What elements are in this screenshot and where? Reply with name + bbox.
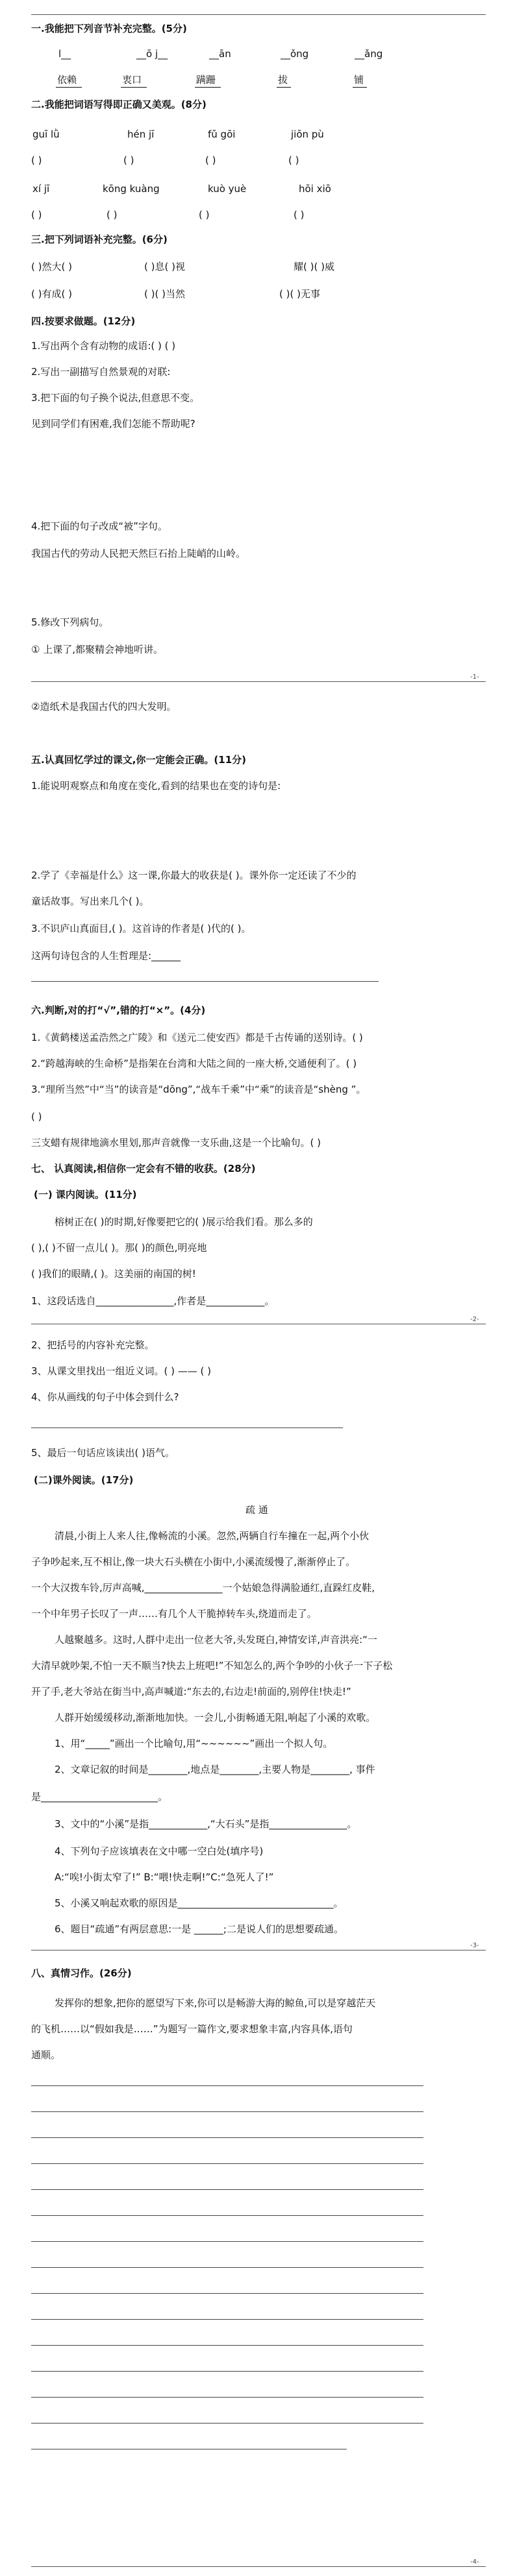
word-3: 蹒跚 (196, 74, 216, 86)
s7-sub2: (二)课外阅读。(17分) (34, 1474, 134, 1486)
idiom-row1-3: 耀( )( )威 (294, 261, 334, 273)
s7-o4-options: A:“唉!小街太窄了!” B:“喂!快走啊!”C:“急死人了!” (55, 1871, 274, 1883)
word-5: 铺 (354, 74, 364, 86)
pinyin-1: l__ (58, 48, 71, 60)
s4-q4-sentence: 我国古代的劳动人民把天然巨石抬上陡峭的山岭。 (31, 548, 246, 559)
section-2-title: 二.我能把词语写得即正确又美观。(8分) (31, 99, 207, 110)
paren-row1-3: ( ) (205, 154, 216, 166)
section-5-title: 五.认真回忆学过的课文,你一定能会正确。(11分) (31, 754, 246, 766)
writing-line[interactable] (31, 2423, 423, 2424)
writing-line[interactable] (31, 2215, 423, 2216)
pinyin-5: __ǎng (355, 48, 383, 60)
word-1: 依赖 (57, 74, 77, 86)
s8-prompt-3: 通顺。 (31, 2049, 61, 2061)
s4-q5: 5.修改下列病句。 (31, 616, 109, 628)
story-line-4: 一个中年男子长叹了一声……有几个人干脆掉转车头,绕道而走了。 (31, 1608, 317, 1620)
s4-q4: 4.把下面的句子改成“被”字句。 (31, 520, 168, 532)
pinyin-row2-4: hōi xiō (299, 183, 331, 195)
paren-row2-2: ( ) (107, 209, 118, 221)
s5-q2b: 童话故事。写出来几个( )。 (31, 895, 149, 907)
pinyin-2: __ō j__ (136, 48, 168, 60)
story-line-7: 开了手,老大爷站在街当中,高声喊道:“东去的,右边走!前面的,别停住!快走!” (31, 1686, 351, 1697)
s6-q3a: 3.“理所当然”中“当”的读音是“dōng”,“战车千乘”中“乘”的读音是“shèng ”。 (31, 1084, 366, 1095)
paren-row1-1: ( ) (31, 154, 42, 166)
section-3-title: 三.把下列词语补充完整。(6分) (31, 234, 168, 245)
s7-q4: 4、你从画线的句子中体会到什么? (31, 1391, 179, 1403)
section-4-title: 四.按要求做题。(12分) (31, 315, 136, 327)
s7-o6: 6、题目“疏通”有两层意思:一是 ______;二是说人们的思想要疏通。 (55, 1923, 344, 1935)
s4-q3-sentence: 见到同学们有困难,我们怎能不帮助呢? (31, 418, 195, 430)
s6-q4: 三支蜡有规律地滴水里划,那声音就像一支乐曲,这是一个比喻句。( ) (31, 1137, 321, 1148)
pinyin-row1-4: jiōn pù (291, 128, 324, 140)
story-line-6: 大清早就吵架,不怕一天不顺当?快去上班吧!”不知怎么的,两个争吵的小伙子一下子松 (31, 1660, 393, 1671)
page-rule-1 (31, 681, 486, 682)
story-line-3: 一个大汉拨车铃,厉声高喊,________________一个姑娘急得满脸通红,直跺红皮鞋, (31, 1582, 375, 1594)
s7-q3: 3、从课文里找出一组近义词。( ) —— ( ) (31, 1365, 212, 1377)
s7-o2: 2、文章记叙的时间是________,地点是________,主要人物是________, 事件 (55, 1764, 375, 1775)
top-rule (31, 14, 486, 15)
s6-q3b: ( ) (31, 1111, 42, 1123)
story-title: 疏 通 (245, 1504, 268, 1516)
pinyin-row1-2: hén jī (127, 128, 155, 140)
s7-q1: 1、这段话选自________________,作者是____________。 (31, 1295, 275, 1307)
pinyin-4: __ǒng (281, 48, 309, 60)
writing-line[interactable] (31, 2241, 423, 2242)
page-number-3: -3- (470, 1942, 479, 1949)
word-2: 衷口 (122, 74, 142, 86)
writing-line[interactable] (31, 2111, 423, 2112)
pinyin-row2-3: kuò yuè (208, 183, 247, 195)
s5-q3b: 这两句诗包含的人生哲理是:______ (31, 950, 181, 962)
writing-line[interactable] (31, 2371, 423, 2372)
story-line-1: 清晨,小街上人来人往,像畅流的小溪。忽然,两辆自行车撞在一起,两个小伙 (55, 1530, 370, 1542)
s6-q1: 1.《黄鹤楼送孟浩然之广陵》和《送元二使安西》都是千古传诵的送别诗。( ) (31, 1032, 363, 1043)
s5-answer-line[interactable] (31, 981, 379, 982)
idiom-row2-3: ( )( )无事 (279, 288, 320, 300)
s4-q2: 2.写出一副描写自然景观的对联: (31, 366, 171, 378)
s7-o1: 1、用“_____”画出一个比喻句,用“~~~~~~”画出一个拟人句。 (55, 1738, 333, 1749)
story-line-5: 人越聚越多。这时,人群中走出一位老大爷,头发斑白,神情安详,声音洪亮:“一 (55, 1634, 377, 1646)
idiom-row1-2: ( )息( )视 (144, 261, 185, 273)
writing-line[interactable] (31, 2085, 423, 2086)
page-number-1: -1- (470, 674, 479, 681)
writing-line[interactable] (31, 2345, 423, 2346)
idiom-row1-1: ( )然大( ) (31, 261, 72, 273)
section-1-title: 一.我能把下列音节补充完整。(5分) (31, 23, 187, 34)
idiom-row2-2: ( )( )当然 (144, 288, 185, 300)
paren-row2-1: ( ) (31, 209, 42, 221)
writing-line[interactable] (31, 2293, 423, 2294)
page-rule-4 (31, 2566, 486, 2567)
s7-o5: 5、小溪又响起欢歌的原因是________________________________。 (55, 1897, 344, 1909)
s6-q2: 2.“跨越海峡的生命桥”是指架在台湾和大陆之间的一座大桥,交通便利了。( ) (31, 1058, 357, 1069)
story-line-2: 子争吵起来,互不相让,像一块大石头横在小街中,小溪流缓慢了,渐渐停止了。 (31, 1556, 356, 1568)
s8-prompt-2: 的飞机……以“假如我是……”为题写一篇作文,要求想象丰富,内容具体,语句 (31, 2023, 353, 2035)
s5-q2a: 2.学了《幸福是什么》这一课,你最大的收获是( )。课外你一定还读了不少的 (31, 869, 357, 881)
s7-passage-3: ( )我们的眼睛,( )。这美丽的南国的树! (31, 1268, 196, 1280)
s8-prompt-1: 发挥你的想象,把你的愿望写下来,你可以是畅游大海的鲸鱼,可以是穿越茫天 (55, 1997, 376, 2009)
s7-q2: 2、把括号的内容补充完整。 (31, 1339, 155, 1351)
section-8-title: 八、真情习作。(26分) (31, 1967, 132, 1979)
s7-o4: 4、下列句子应该填表在文中哪一空白处(填序号) (55, 1845, 264, 1857)
pinyin-row2-1: xí jī (32, 183, 50, 195)
s7-o2b: 是________________________。 (31, 1791, 168, 1803)
writing-line[interactable] (31, 2267, 423, 2268)
pinyin-row2-2: kōng kuàng (103, 183, 160, 195)
paren-row2-4: ( ) (294, 209, 305, 221)
s4-q5b: ②造纸术是我国古代的四大发明。 (31, 701, 177, 712)
writing-line[interactable] (31, 2397, 423, 2398)
section-7-title: 七、 认真阅读,相信你一定会有不错的收获。(28分) (31, 1163, 256, 1174)
writing-line[interactable] (31, 2319, 423, 2320)
page-number-4: -4- (470, 2558, 479, 2566)
paren-row1-2: ( ) (123, 154, 134, 166)
s4-q3: 3.把下面的句子换个说法,但意思不变。 (31, 392, 200, 404)
s5-q3a: 3.不识庐山真面目,( )。这首诗的作者是( )代的( )。 (31, 923, 251, 934)
section-6-title: 六.判断,对的打“√”,错的打“×”。(4分) (31, 1004, 206, 1016)
s7-passage-2: ( ),( )不留一点儿( )。那( )的颜色,明亮地 (31, 1242, 207, 1254)
s4-q1: 1.写出两个含有动物的成语:( ) ( ) (31, 340, 176, 352)
s7-q5: 5、最后一句话应该读出( )语气。 (31, 1447, 175, 1459)
pinyin-row1-3: fǔ gōi (208, 128, 236, 140)
s7-o3: 3、文中的“小溪”是指____________,“大石头”是指________________。 (55, 1818, 357, 1830)
page-number-2: -2- (470, 1316, 479, 1323)
paren-row1-4: ( ) (288, 154, 299, 166)
s7-passage-1: 榕树正在( )的时期,好像要把它的( )展示给我们看。那么多的 (55, 1216, 313, 1228)
pinyin-3: __ān (209, 48, 231, 60)
pinyin-row1-1: guī lǜ (32, 128, 60, 140)
s5-q1: 1.能说明观察点和角度在变化,看到的结果也在变的诗句是: (31, 780, 281, 792)
s4-q5a: ① 上课了,都聚精会神地听讲。 (31, 644, 163, 655)
word-4: 拔 (278, 74, 288, 86)
s7-sub1: (一) 课内阅读。(11分) (34, 1189, 137, 1200)
writing-line[interactable] (31, 2163, 423, 2164)
paren-row2-3: ( ) (199, 209, 210, 221)
story-line-8: 人群开始缓缓移动,渐渐地加快。一会儿,小街畅通无阻,响起了小溪的欢歌。 (55, 1712, 376, 1723)
writing-line[interactable] (31, 2189, 423, 2190)
writing-line[interactable] (31, 2137, 423, 2138)
idiom-row2-1: ( )有成( ) (31, 288, 72, 300)
